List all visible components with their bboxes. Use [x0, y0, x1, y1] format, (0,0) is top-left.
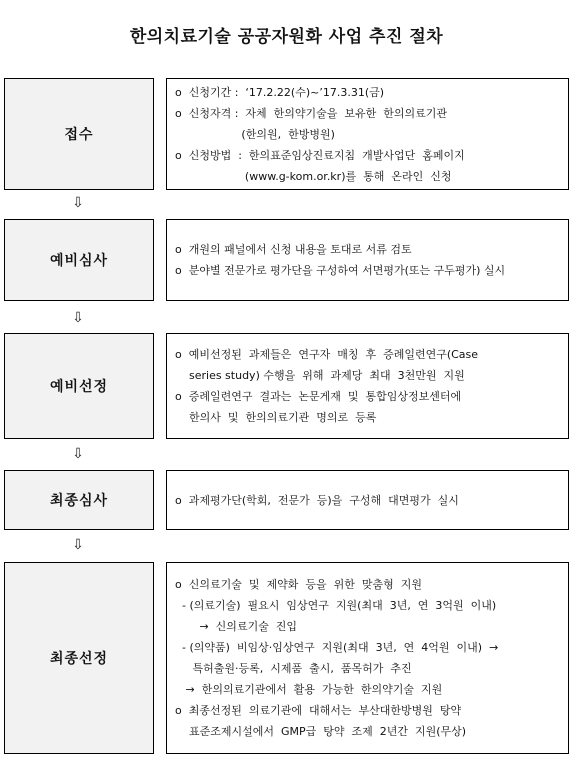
step-details [166, 562, 569, 754]
step-label: 접수 [4, 78, 154, 190]
detail-line: o 신청기간 : ‘17.2.22(수)~’17.3.31(금) [175, 85, 385, 99]
detail-line: → 신의료기술 진입 [175, 620, 298, 633]
detail-line: (한의원, 한방병원) [175, 127, 335, 141]
detail-line: series study) 수행을 위해 과제당 최대 3천만원 지원 [175, 369, 465, 382]
page-title: 한의치료기술 공공자원화 사업 추진 절차 [129, 27, 444, 47]
step-label: 예비심사 [4, 219, 154, 301]
down-arrow-icon: ⇩ [72, 537, 84, 553]
step-preliminary-review [4, 219, 569, 301]
detail-line: o 과제평가단(학회, 전문가 등)을 구성해 대면평가 실시 [175, 493, 459, 507]
down-arrow-icon: ⇩ [72, 195, 84, 211]
detail-line: o 신청방법 : 한의표준임상진료지침 개발사업단 홈페이지 [175, 148, 465, 162]
step-label: 최종선정 [4, 562, 154, 754]
detail-line: 특허출원·등록, 시제품 출시, 품목허가 추진 [175, 662, 412, 675]
detail-line: o 개원의 패널에서 신청 내용을 토대로 서류 검토 [175, 243, 412, 256]
detail-line: - (의료기술) 필요시 임상연구 지원(최대 3년, 연 3억원 이내) [175, 599, 497, 612]
detail-line: o 예비선정된 과제들은 연구자 매칭 후 증례일련연구(Case [175, 348, 479, 361]
detail-line: o 증례일련연구 결과는 논문게재 및 통합임상정보센터에 [175, 390, 462, 403]
detail-line: o 최종선정된 의료기관에 대해서는 부산대한방병원 탕약 [175, 704, 462, 717]
detail-line: 한의사 및 한의의료기관 명의로 등록 [175, 411, 377, 424]
down-arrow-icon: ⇩ [72, 446, 84, 462]
down-arrow-icon: ⇩ [72, 310, 84, 326]
step-final-selection [4, 562, 569, 754]
detail-line: o 분야별 전문가로 평가단을 구성하여 서면평가(또는 구두평가) 실시 [175, 264, 506, 277]
step-label: 예비선정 [4, 333, 154, 439]
step-final-review [4, 470, 569, 530]
detail-line: → 한의의료기관에서 활용 가능한 한의약기술 지원 [175, 683, 443, 696]
step-details [166, 470, 569, 530]
detail-line: o 신청자격 : 자체 한의약기술을 보유한 한의의료기관 [175, 106, 448, 120]
detail-line: (www.g-kom.or.kr)를 통해 온라인 신청 [175, 169, 452, 183]
step-reception [4, 78, 569, 190]
detail-line: 표준조제시설에서 GMP급 탕약 조제 2년간 지원(무상) [175, 725, 467, 738]
step-label: 최종심사 [4, 470, 154, 530]
step-details [166, 78, 569, 190]
detail-line: o 신의료기술 및 제약화 등을 위한 맞춤형 지원 [175, 578, 422, 591]
detail-line: - (의약품) 비임상·임상연구 지원(최대 3년, 연 4억원 이내) → [175, 641, 499, 654]
step-preliminary-selection [4, 333, 569, 439]
step-details [166, 219, 569, 301]
step-details [166, 333, 569, 439]
